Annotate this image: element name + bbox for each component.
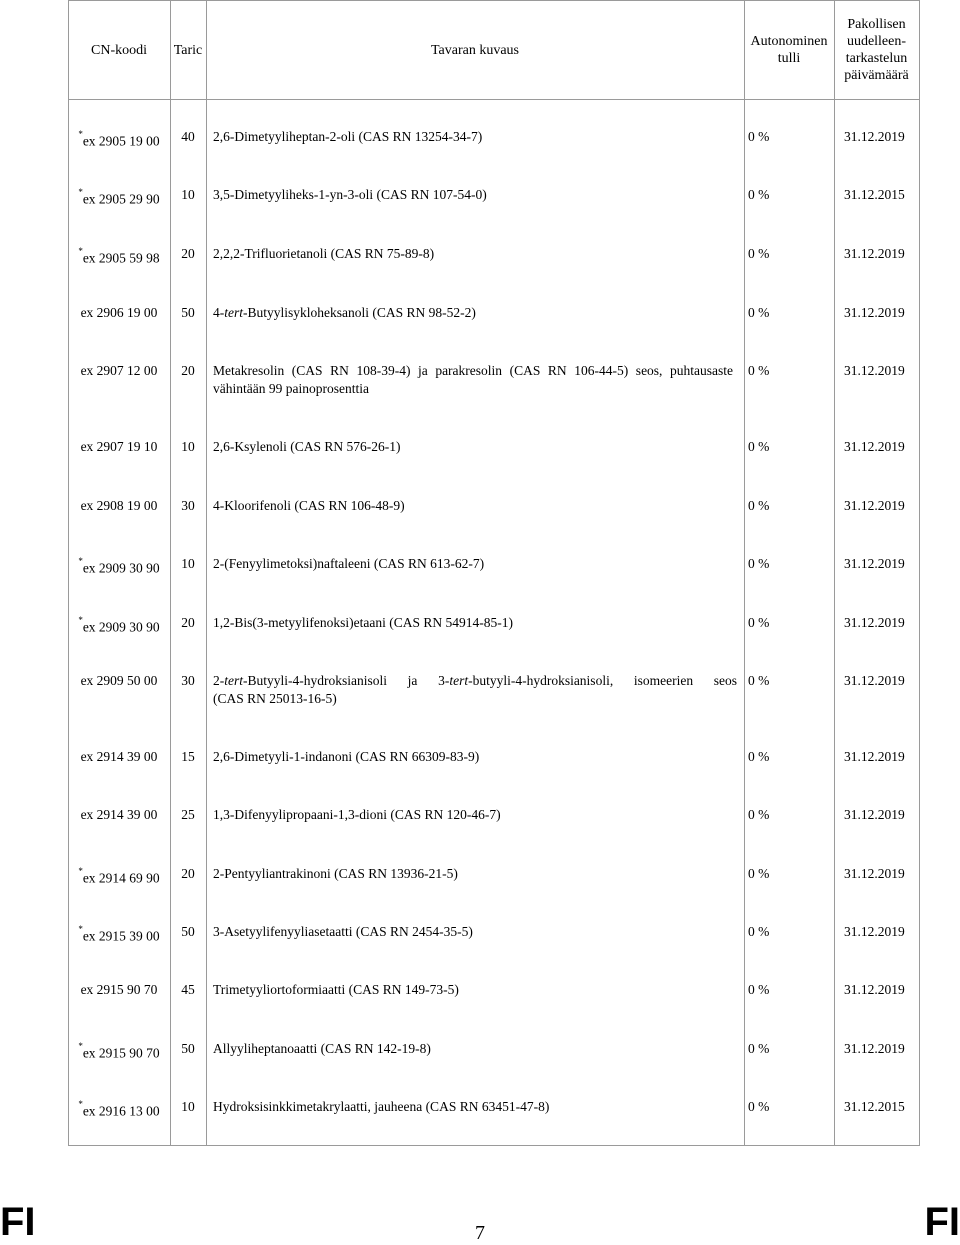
footer-language-code-right: FI <box>924 1200 960 1244</box>
review-date-cell: 31.12.2019 <box>844 498 905 513</box>
review-date-cell: 31.12.2015 <box>844 187 905 202</box>
cn-code-cell: *ex 2909 30 90 <box>78 556 160 576</box>
duty-cell: 0 % <box>748 556 770 571</box>
taric-cell: 50 <box>181 305 195 320</box>
duty-cell: 0 % <box>748 749 770 764</box>
cn-code-cell: *ex 2915 39 00 <box>78 924 160 944</box>
cn-code-cell: ex 2914 39 00 <box>80 749 158 764</box>
page-number: 7 <box>475 1222 485 1244</box>
review-date-cell: 31.12.2019 <box>844 673 905 688</box>
review-date-cell: 31.12.2019 <box>844 246 905 261</box>
review-date-cell: 31.12.2019 <box>844 363 905 378</box>
column-divider <box>834 0 835 1145</box>
cn-code-cell: *ex 2909 30 90 <box>78 615 160 635</box>
description-cell: 2-tert-Butyyli-4-hydroksianisoli ja 3-tert-butyyli-4-hydroksianisoli, isomeerien seos (CAS RN 25013-16-5) <box>213 673 738 706</box>
cn-code-cell: ex 2908 19 00 <box>80 498 158 513</box>
taric-cell: 10 <box>181 1099 195 1114</box>
review-date-cell: 31.12.2019 <box>844 439 905 454</box>
review-date-cell: 31.12.2019 <box>844 749 905 764</box>
description-cell: 2,6-Ksylenoli (CAS RN 576-26-1) <box>213 439 401 454</box>
duty-cell: 0 % <box>748 1099 770 1114</box>
header-description: Tavaran kuvaus <box>430 42 520 58</box>
taric-cell: 50 <box>181 1041 195 1056</box>
taric-cell: 25 <box>181 807 195 822</box>
taric-cell: 10 <box>181 187 195 202</box>
description-cell: 4-tert-Butyylisykloheksanoli (CAS RN 98-52-2) <box>213 305 476 320</box>
cn-code-cell: ex 2909 50 00 <box>80 673 158 688</box>
footer-language-code-left: FI <box>0 1200 36 1244</box>
description-cell: 3-Asetyylifenyyliasetaatti (CAS RN 2454-35-5) <box>213 924 473 939</box>
description-cell: 3,5-Dimetyyliheks-1-yn-3-oli (CAS RN 107-54-0) <box>213 187 487 202</box>
taric-cell: 10 <box>181 556 195 571</box>
cn-code-cell: *ex 2914 69 90 <box>78 866 160 886</box>
taric-cell: 10 <box>181 439 195 454</box>
description-cell: 4-Kloorifenoli (CAS RN 106-48-9) <box>213 498 405 513</box>
description-cell: 2,2,2-Trifluorietanoli (CAS RN 75-89-8) <box>213 246 435 261</box>
review-date-cell: 31.12.2019 <box>844 807 905 822</box>
taric-cell: 45 <box>181 982 195 997</box>
duty-cell: 0 % <box>748 363 770 378</box>
column-divider <box>206 0 207 1145</box>
header-autonomous-duty: Autonominen tulli <box>750 34 828 66</box>
review-date-cell: 31.12.2019 <box>844 305 905 320</box>
description-cell: 2,6-Dimetyyli-1-indanoni (CAS RN 66309-83-9) <box>213 749 480 764</box>
header-review-date: Pakollisen uudelleen- tarkastelun päivämäärä <box>844 17 909 83</box>
taric-cell: 20 <box>181 615 195 630</box>
description-cell: 2-(Fenyylimetoksi)naftaleeni (CAS RN 613-62-7) <box>213 556 485 571</box>
taric-cell: 40 <box>181 129 195 144</box>
review-date-cell: 31.12.2019 <box>844 556 905 571</box>
review-date-cell: 31.12.2019 <box>844 615 905 630</box>
duty-cell: 0 % <box>748 866 770 881</box>
table-border-right <box>919 0 920 1145</box>
cn-code-cell: *ex 2905 29 90 <box>78 187 160 207</box>
taric-cell: 30 <box>181 498 195 513</box>
cn-code-cell: *ex 2905 19 00 <box>78 129 160 149</box>
duty-cell: 0 % <box>748 924 770 939</box>
taric-cell: 50 <box>181 924 195 939</box>
cn-code-cell: ex 2906 19 00 <box>80 305 158 320</box>
duty-cell: 0 % <box>748 129 770 144</box>
duty-cell: 0 % <box>748 246 770 261</box>
taric-cell: 30 <box>181 673 195 688</box>
cn-code-cell: *ex 2905 59 98 <box>78 246 160 266</box>
duty-cell: 0 % <box>748 673 770 688</box>
header-cn-code: CN-koodi <box>91 42 147 58</box>
description-cell: Hydroksisinkkimetakrylaatti, jauheena (CAS RN 63451-47-8) <box>213 1099 550 1114</box>
cn-code-cell: ex 2907 12 00 <box>80 363 158 378</box>
duty-cell: 0 % <box>748 982 770 997</box>
duty-cell: 0 % <box>748 615 770 630</box>
cn-code-cell: ex 2914 39 00 <box>80 807 158 822</box>
duty-cell: 0 % <box>748 498 770 513</box>
review-date-cell: 31.12.2019 <box>844 924 905 939</box>
taric-cell: 20 <box>181 246 195 261</box>
duty-cell: 0 % <box>748 807 770 822</box>
review-date-cell: 31.12.2019 <box>844 129 905 144</box>
taric-cell: 20 <box>181 363 195 378</box>
description-cell: 2,6-Dimetyyliheptan-2-oli (CAS RN 13254-34-7) <box>213 129 483 144</box>
duty-cell: 0 % <box>748 187 770 202</box>
description-cell: 1,2-Bis(3-metyylifenoksi)etaani (CAS RN 54914-85-1) <box>213 615 513 630</box>
description-cell: Allyyliheptanoaatti (CAS RN 142-19-8) <box>213 1041 431 1056</box>
review-date-cell: 31.12.2019 <box>844 866 905 881</box>
cn-code-cell: ex 2907 19 10 <box>80 439 158 454</box>
description-cell: Metakresolin (CAS RN 108-39-4) ja parakresolin (CAS RN 106-44-5) seos, puhtausaste vähintään 99 painoprosenttia <box>213 363 733 396</box>
duty-cell: 0 % <box>748 439 770 454</box>
table-border-bottom <box>68 1145 920 1146</box>
duty-cell: 0 % <box>748 305 770 320</box>
description-cell: Trimetyyliortoformiaatti (CAS RN 149-73-5) <box>213 982 459 997</box>
duty-cell: 0 % <box>748 1041 770 1056</box>
review-date-cell: 31.12.2015 <box>844 1099 905 1114</box>
review-date-cell: 31.12.2019 <box>844 982 905 997</box>
taric-cell: 20 <box>181 866 195 881</box>
cn-code-cell: *ex 2915 90 70 <box>78 1041 160 1061</box>
cn-code-cell: *ex 2916 13 00 <box>78 1099 160 1119</box>
review-date-cell: 31.12.2019 <box>844 1041 905 1056</box>
taric-cell: 15 <box>181 749 195 764</box>
cn-code-cell: ex 2915 90 70 <box>80 982 158 997</box>
description-cell: 1,3-Difenyylipropaani-1,3-dioni (CAS RN 120-46-7) <box>213 807 501 822</box>
description-cell: 2-Pentyyliantrakinoni (CAS RN 13936-21-5) <box>213 866 458 881</box>
header-taric: Taric <box>173 42 203 58</box>
